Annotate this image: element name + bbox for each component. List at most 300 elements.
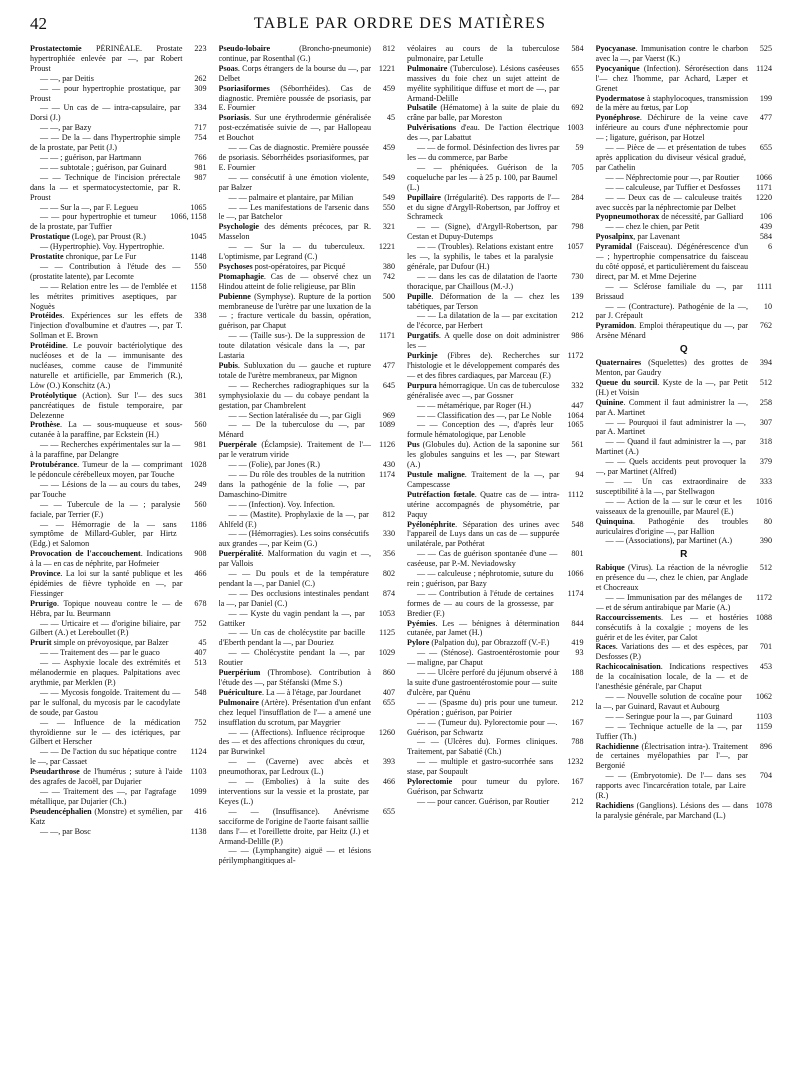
entry-page-number: 655: [759, 143, 772, 153]
entry-text: [596, 437, 746, 457]
entry-page-number: 742: [382, 271, 395, 281]
entry-text: [219, 648, 365, 668]
entry-text: [219, 411, 369, 421]
entry-text: [30, 688, 180, 718]
index-subentry: [596, 143, 773, 173]
entry-text: [596, 321, 749, 341]
entry-page-number: 1078: [755, 800, 772, 810]
entry-headword: Purkinje: [407, 351, 438, 361]
entry-page-number: 1111: [756, 281, 772, 291]
entry-text: [30, 520, 177, 550]
index-subentry: [219, 529, 396, 549]
entry-text: [219, 193, 369, 203]
entry-page-number: 561: [571, 440, 584, 450]
entry-page-number: 393: [382, 757, 395, 767]
entry-description: . Variations des — et des espèces, par Desfosses (P.): [595, 642, 748, 662]
entry-page-number: 439: [759, 222, 772, 232]
entry-description: (Fibres de). Recherches sur l'histologie et le développement comparés des — et des fibres cardiaques, par Marceau (F.): [407, 351, 560, 380]
entry-description: — — pour hypertrophie prostatique, par Proust: [30, 83, 181, 103]
index-entry: [596, 662, 773, 692]
entry-text: [596, 457, 746, 477]
index-subentry: [219, 500, 396, 510]
index-subentry: [30, 787, 207, 807]
index-subentry: [596, 712, 773, 722]
entry-description: . Emploi thérapeutique du —, par Arsène Ménard: [595, 321, 748, 341]
entry-page-number: 258: [759, 397, 772, 407]
entry-description: pour tumeur du pylore. Guérison, par Schwartz: [407, 777, 560, 796]
entry-text: [219, 668, 372, 688]
entry-headword: Purgatifs: [407, 331, 439, 341]
entry-page-number: 199: [759, 93, 772, 103]
entry-description: — —, par Bosc: [40, 826, 91, 836]
entry-description: — — (Hémorragies). Les soins consécutifs aux grandes —, par Keim (G.): [218, 529, 369, 549]
entry-headword: Quaternaires: [595, 358, 642, 368]
index-subentry: [407, 698, 584, 718]
index-subentry: [30, 242, 207, 252]
index-subentry: [30, 212, 207, 232]
index-entry: [596, 613, 773, 643]
entry-text: [596, 563, 749, 593]
entry-description: — — Influence de la médication thyroïdienne sur le — des ictériques, par Gilbert et Herscher: [30, 717, 181, 747]
entry-description: (Éclampsie). Traitement de l'— par le veratrum viride: [218, 440, 371, 460]
entry-page-number: 1174: [379, 469, 395, 479]
index-entry: [596, 232, 773, 242]
index-subentry: [219, 381, 396, 411]
entry-description: . Déformation de la — chez les tabétiques, par Terson: [407, 291, 560, 311]
index-subentry: [219, 411, 396, 421]
entry-page-number: 692: [571, 103, 584, 113]
entry-text: [30, 103, 180, 123]
entry-headword: Province: [30, 569, 61, 579]
index-entry: [30, 311, 207, 341]
entry-description: . Sur une érythrodermie généralisée post-eczématisée suivie de —, par Hallopeau et Bouchot: [218, 113, 371, 143]
index-entry: [596, 517, 773, 537]
entry-description: — — Un cas de cholécystite par bacille d'Eberth pendant la —, par Douriez: [218, 628, 366, 648]
entry-description: (Irrégularité). Des rapports de l'— et du signe d'Argyll-Robertson, par Joffroy et Schrameck: [407, 192, 560, 222]
entry-page-number: 1112: [567, 489, 584, 499]
index-entry: [219, 84, 396, 114]
entry-text: [596, 212, 749, 222]
entry-page-number: 1066: [567, 569, 584, 579]
entry-headword: Rabique: [595, 563, 625, 573]
entry-headword: Rachicocaïnisation: [595, 662, 661, 672]
entry-text: [219, 262, 372, 272]
entry-headword: Pseudo-lobaire: [218, 44, 271, 53]
entry-description: — — Deux cas de — calculeuse traités avec succès par la néphrectomie par Delbet: [595, 192, 742, 212]
entry-description: — — (Troubles). Relations existant entre les —, la syphilis, le tabes et la paralysie générale, par Dufour (H.): [407, 242, 554, 271]
entry-page-number: 981: [194, 162, 207, 172]
entry-page-number: 548: [194, 687, 207, 697]
index-column-4: [596, 44, 773, 1072]
index-subentry: [596, 282, 773, 302]
index-subentry: [30, 520, 207, 550]
entry-text: [596, 418, 746, 438]
entry-description: — — Quels accidents peut provoquer la —, par Martinet (Alfred): [595, 457, 746, 477]
entry-text: [596, 222, 746, 232]
entry-description: . Cas de — observé chez un Hindou atteint de folie religieuse, par Blin: [218, 271, 371, 291]
entry-description: — — dans les cas de dilatation de l'aorte thoracique, par Chaillous (M.-J.): [407, 271, 558, 291]
entry-text: [407, 420, 553, 440]
entry-description: — — (Embolies) à la suite des interventions sur la vessie et la prostate, par Keyes (L.): [218, 777, 369, 806]
entry-text: [596, 113, 749, 143]
index-subentry: [219, 807, 396, 847]
entry-page-number: 986: [571, 331, 584, 341]
entry-headword: Pupille: [407, 291, 432, 301]
entry-page-number: 678: [194, 598, 207, 608]
entry-description: — — Seringue pour la —, par Guinard: [605, 711, 733, 721]
entry-description: — — Technique de l'incision prérectale dans la — et spermatocystectomie, par R. Proust: [30, 172, 181, 202]
entry-text: [407, 292, 560, 312]
entry-description: (Électrisation intra-). Traitement de certaines myélopathies par l'—, par Bergonié: [595, 741, 748, 771]
entry-description: — — (Tumeur du). Pylorectomie pour —. Guérison, par Schwartz: [407, 717, 558, 737]
index-entry: [596, 358, 773, 378]
entry-description: — — Kyste du vagin pendant la —, par Gattiker: [218, 608, 365, 628]
entry-description: — — Asphyxie locale des extrémités et mélanodermie en plaques. Palpitations avec arythmie, par Merklen (P.): [30, 658, 181, 687]
index-subentry: [596, 497, 773, 517]
entry-page-number: 394: [759, 358, 772, 368]
entry-page-number: 752: [194, 717, 207, 727]
entry-page-number: 766: [194, 152, 207, 162]
index-subentry: [30, 747, 207, 767]
entry-headword: Purpura: [407, 380, 437, 390]
entry-text: [30, 599, 183, 619]
entry-page-number: 1099: [190, 786, 207, 796]
index-entry: [407, 123, 584, 143]
entry-page-number: 419: [571, 638, 584, 648]
index-entry: [407, 490, 584, 520]
entry-text: [30, 747, 177, 767]
entry-page-number: 896: [759, 741, 772, 751]
entry-page-number: 390: [759, 536, 772, 546]
entry-description: — — Contribution à l'étude des — (prostatite latente), par Lecomte: [30, 261, 181, 281]
entry-description: — — (Affections). Influence réciproque des — et des affections chroniques du cœur, par Burwinkel: [218, 727, 365, 757]
entry-description: — —, par Bazy: [40, 123, 92, 133]
index-entry: [596, 563, 773, 593]
entry-page-number: 45: [198, 638, 207, 648]
index-entry: [30, 341, 207, 391]
entry-headword: Provocation de l'accouchement: [30, 549, 141, 559]
entry-page-number: 379: [759, 457, 772, 467]
index-subentry: [219, 589, 396, 609]
entry-description: PÉRINÉALE. Prostate hypertrophiée enlevée par —, par Robert Proust: [30, 44, 183, 73]
entry-text: [596, 801, 749, 821]
entry-text: [30, 500, 180, 520]
entry-headword: Queue du sourcil: [595, 377, 658, 387]
page-number: 42: [30, 14, 47, 33]
index-entry: [407, 292, 584, 312]
entry-description: de nécessité, par Galliard: [659, 212, 744, 222]
index-subentry: [407, 420, 584, 440]
entry-page-number: 1159: [756, 721, 772, 731]
entry-description: . Corps étrangers de la bourse du —, par Delbet: [218, 63, 371, 83]
entry-headword: Pupillaire: [407, 192, 442, 202]
entry-description: — — De l'action du suc hépatique contre le —, par Cassaet: [30, 747, 177, 767]
entry-page-number: 1088: [755, 612, 772, 622]
index-subentry: [219, 143, 396, 173]
entry-text: [596, 536, 746, 546]
entry-text: [219, 529, 369, 549]
section-letter: Q: [679, 344, 688, 356]
entry-description: — — pour cancer. Guérison, par Routier: [417, 796, 550, 806]
entry-page-number: 307: [759, 417, 772, 427]
entry-text: [219, 589, 369, 609]
entry-text: [219, 510, 369, 530]
entry-description: . Topique nouveau contre le — de Hébra, par Iu. Beurmann: [30, 598, 183, 618]
entry-text: [407, 351, 560, 381]
entry-headword: Races: [595, 642, 616, 652]
entry-description: — — Traitement des — par le guaco: [40, 648, 160, 658]
entry-description: — — Sur la — du tuberculeux. L'optimisme, par Legrand (C.): [218, 242, 365, 262]
entry-page-number: 380: [382, 261, 395, 271]
entry-page-number: 332: [571, 380, 584, 390]
entry-page-number: 1066, 1158: [170, 212, 207, 222]
index-entry: [407, 638, 584, 648]
index-subentry: [30, 648, 207, 658]
entry-page-number: 466: [194, 569, 207, 579]
entry-text: [596, 497, 742, 517]
entry-description: — — subtotale ; guérison, par Guinard: [40, 162, 167, 172]
entry-page-number: 416: [194, 806, 207, 816]
entry-page-number: 93: [575, 648, 584, 658]
index-subentry: [219, 846, 396, 866]
entry-headword: Protéolytique: [30, 390, 77, 400]
entry-page-number: 512: [759, 377, 772, 387]
entry-headword: Pseudencéphalien: [30, 806, 92, 816]
entry-text: [30, 311, 183, 341]
entry-text: [407, 648, 560, 668]
entry-description: — — Mycosis fongoïde. Traitement du — par le sulfonal, du mycosis par le cacodylate de soude, par Gastou: [30, 687, 181, 717]
entry-headword: Protéides: [30, 311, 63, 321]
entry-page-number: 330: [382, 529, 395, 539]
entry-text: [407, 589, 554, 619]
entry-page-number: 655: [382, 697, 395, 707]
index-subentry: [596, 477, 773, 497]
index-subentry: [219, 470, 396, 500]
entry-description: — — (Folie), par Jones (R.): [228, 460, 320, 470]
index-entry: [407, 44, 584, 64]
index-subentry: [30, 619, 207, 639]
entry-description: — — Recherches expérimentales sur la — à la paraffine, par Delangre: [30, 440, 181, 460]
entry-page-number: 1125: [379, 628, 395, 638]
entry-text: [596, 593, 743, 613]
entry-text: [30, 718, 180, 748]
entry-text: [30, 807, 183, 827]
entry-page-number: 1138: [190, 826, 207, 836]
entry-page-number: 212: [571, 796, 584, 806]
index-subentry: [407, 242, 584, 272]
index-subentry: [30, 827, 207, 837]
page-header: [30, 14, 770, 38]
entry-text: [30, 163, 180, 173]
entry-description: (Loge), par Proust (R.): [69, 232, 146, 242]
index-subentry: [219, 510, 396, 530]
entry-page-number: 717: [194, 123, 207, 133]
index-subentry: [30, 153, 207, 163]
entry-description: — — De la tuberculose du —, par Ménard: [218, 420, 365, 440]
entry-text: [30, 619, 180, 639]
entry-description: — — La dilatation de la — par excitation de l'écorce, par Herbert: [407, 311, 558, 331]
entry-page-number: 45: [386, 113, 395, 123]
entry-headword: Pulmonaire: [218, 697, 259, 707]
entry-text: [407, 123, 560, 143]
entry-text: [407, 638, 560, 648]
index-entry: [219, 440, 396, 460]
entry-description: — — Pourquoi il faut administrer la —, par A. Martinet: [595, 417, 746, 437]
entry-description: (Artère). Présentation d'un enfant chez lequel l'insufflation de l'— a amené une insufflation du scrotum, par Maygrier: [218, 697, 371, 727]
entry-headword: Pubienne: [218, 291, 251, 301]
index-entry: [219, 222, 396, 242]
index-subentry: [596, 457, 773, 477]
entry-page-number: 1220: [755, 192, 772, 202]
entry-page-number: 10: [763, 301, 772, 311]
entry-description: . A quelle dose on doit administrer les —: [407, 331, 560, 351]
entry-page-number: 512: [759, 563, 772, 573]
entry-text: [219, 440, 372, 460]
entry-description: — — chez le chien, par Petit: [605, 222, 700, 232]
entry-headword: Pulvérisations: [407, 123, 457, 133]
entry-page-number: 318: [759, 437, 772, 447]
entry-page-number: 981: [194, 440, 207, 450]
entry-text: [407, 668, 557, 698]
entry-headword: Pyémies: [407, 618, 436, 628]
entry-text: [407, 222, 557, 242]
index-subentry: [596, 692, 773, 712]
entry-headword: Pyélonéphrite: [407, 519, 456, 529]
entry-text: [30, 787, 176, 807]
entry-text: [219, 361, 372, 381]
entry-page-number: 1260: [378, 727, 395, 737]
entry-page-number: 223: [194, 44, 207, 53]
index-entry: [407, 381, 584, 401]
entry-headword: Pubis: [218, 361, 238, 370]
entry-page-number: 801: [571, 549, 584, 559]
entry-headword: Puerpérale: [218, 440, 257, 450]
entry-headword: Puerpéralité: [218, 549, 262, 559]
entry-page-number: 212: [571, 311, 584, 321]
entry-text: [407, 311, 557, 331]
entry-page-number: 560: [194, 499, 207, 509]
entry-text: [407, 143, 560, 163]
entry-headword: Pyosalpinx: [595, 232, 634, 242]
entry-description: (Palpation du), par Obrazzoff (V.-F.): [429, 638, 550, 648]
entry-text: [219, 292, 372, 332]
entry-description: . Pathogénie des troubles auriculaires d'origine —, par Hallion: [595, 516, 748, 536]
entry-page-number: 549: [382, 172, 395, 182]
index-subentry: [219, 331, 396, 361]
index-subentry: [30, 84, 207, 104]
entry-page-number: 560: [194, 420, 207, 430]
entry-description: , par Lavenant: [633, 232, 680, 242]
index-subentry: [219, 460, 396, 470]
entry-page-number: 1103: [756, 711, 772, 721]
entry-description: — — Cas de guérison spontanée d'une — caséeuse, par P.-M. Neviadowsky: [407, 549, 558, 569]
entry-headword: Psoriasiformes: [218, 83, 270, 93]
entry-page-number: 1103: [190, 767, 207, 777]
index-entry: [407, 777, 584, 797]
entry-description: — — Du pouls et de la température pendant la —, par Daniel (C.): [218, 569, 369, 588]
entry-headword: Psoriasis: [218, 113, 250, 123]
entry-text: [407, 272, 557, 292]
entry-description: (Hématome) à la suite de plaie du crâne par balle, par Moreston: [407, 103, 560, 123]
index-column-1: [30, 44, 207, 1072]
entry-description: (Thrombose). Contribution à l'étude des —, par Stéfanski (Mme S.): [218, 668, 371, 687]
entry-description: — — Hémorragie de la — sans symptôme de Millard-Gubler, par Hirtz (Edg.) et Salomon: [30, 519, 177, 549]
entry-page-number: 1045: [190, 232, 207, 242]
entry-description: — — (Lymphangite) aiguë — et lésions périlymphangitiques al-: [218, 846, 371, 866]
index-entry: [219, 698, 396, 728]
entry-headword: Pyocyanique: [595, 63, 640, 73]
index-entry: [596, 742, 773, 772]
entry-text: [30, 827, 177, 837]
index-subentry: [407, 718, 584, 738]
entry-text: [596, 517, 749, 537]
entry-description: chronique, par Le Fur: [63, 252, 137, 262]
index-entry: [30, 391, 207, 421]
entry-page-number: 655: [571, 63, 584, 73]
entry-text: [219, 381, 369, 411]
entry-page-number: 407: [194, 648, 207, 658]
entry-text: [30, 658, 180, 688]
index-entry: [30, 767, 207, 787]
entry-page-number: 453: [759, 662, 772, 672]
entry-text: [219, 222, 372, 242]
index-subentry: [219, 609, 396, 629]
entry-headword: Pylorectomie: [407, 777, 453, 787]
entry-text: [407, 381, 560, 401]
index-entry: [596, 642, 773, 662]
entry-headword: Prostatique: [30, 232, 70, 242]
entry-text: [407, 331, 560, 351]
entry-description: — — Sur la —, par F. Legueu: [40, 202, 139, 212]
entry-text: [219, 569, 369, 589]
entry-text: [596, 143, 746, 173]
entry-description: (Ganglions). Lésions des — dans la paralysie générale, par Marchand (L.): [595, 800, 748, 820]
entry-headword: Quinine: [595, 397, 624, 407]
entry-text: [30, 242, 183, 252]
entry-description: — — Relation entre les — de l'emblée et les métrites primitives aseptiques, par Noguès: [30, 281, 177, 311]
entry-text: [219, 331, 366, 361]
index-entry: [407, 619, 584, 639]
entry-page-number: 1028: [190, 460, 207, 470]
entry-description: — — Un cas extraordinaire de susceptibilité à la —, par Stellwagon: [595, 476, 746, 496]
index-entry: [407, 440, 584, 470]
entry-description: — — phéniquées. Guérison de la coqueluche par les — à 25 p. 100, par Baumel (L.): [407, 162, 558, 192]
entry-text: [30, 648, 180, 658]
entry-text: [407, 520, 560, 550]
index-subentry: [30, 163, 207, 173]
index-entry: [219, 668, 396, 688]
entry-description: — — calculeuse ; néphrotomie, suture du rein ; guérison, par Bazy: [407, 569, 554, 588]
entry-text: [30, 173, 180, 203]
entry-text: [219, 64, 372, 84]
entry-text: [30, 638, 183, 648]
entry-text: [596, 477, 746, 497]
entry-text: [219, 688, 372, 698]
index-subentry: [407, 401, 584, 411]
entry-description: — — Technique actuelle de la —, par Tuffier (Th.): [595, 721, 743, 741]
entry-description: — — (Mastite). Prophylaxie de la —, par Ahlfeld (F.): [218, 509, 369, 529]
entry-headword: Protubérance: [30, 460, 78, 470]
entry-text: [407, 103, 560, 123]
index-subentry: [30, 173, 207, 203]
index-entry: [596, 398, 773, 418]
entry-description: — — métamérique, par Roger (H.): [417, 400, 531, 410]
entry-description: — — Du rôle des troubles de la nutrition dans la pathogénie de la folie —, par Damaschino-Dimitre: [218, 469, 366, 499]
entry-page-number: 334: [194, 103, 207, 113]
index-entry: [596, 94, 773, 114]
entry-text: [407, 193, 560, 223]
entry-page-number: 356: [382, 549, 395, 559]
